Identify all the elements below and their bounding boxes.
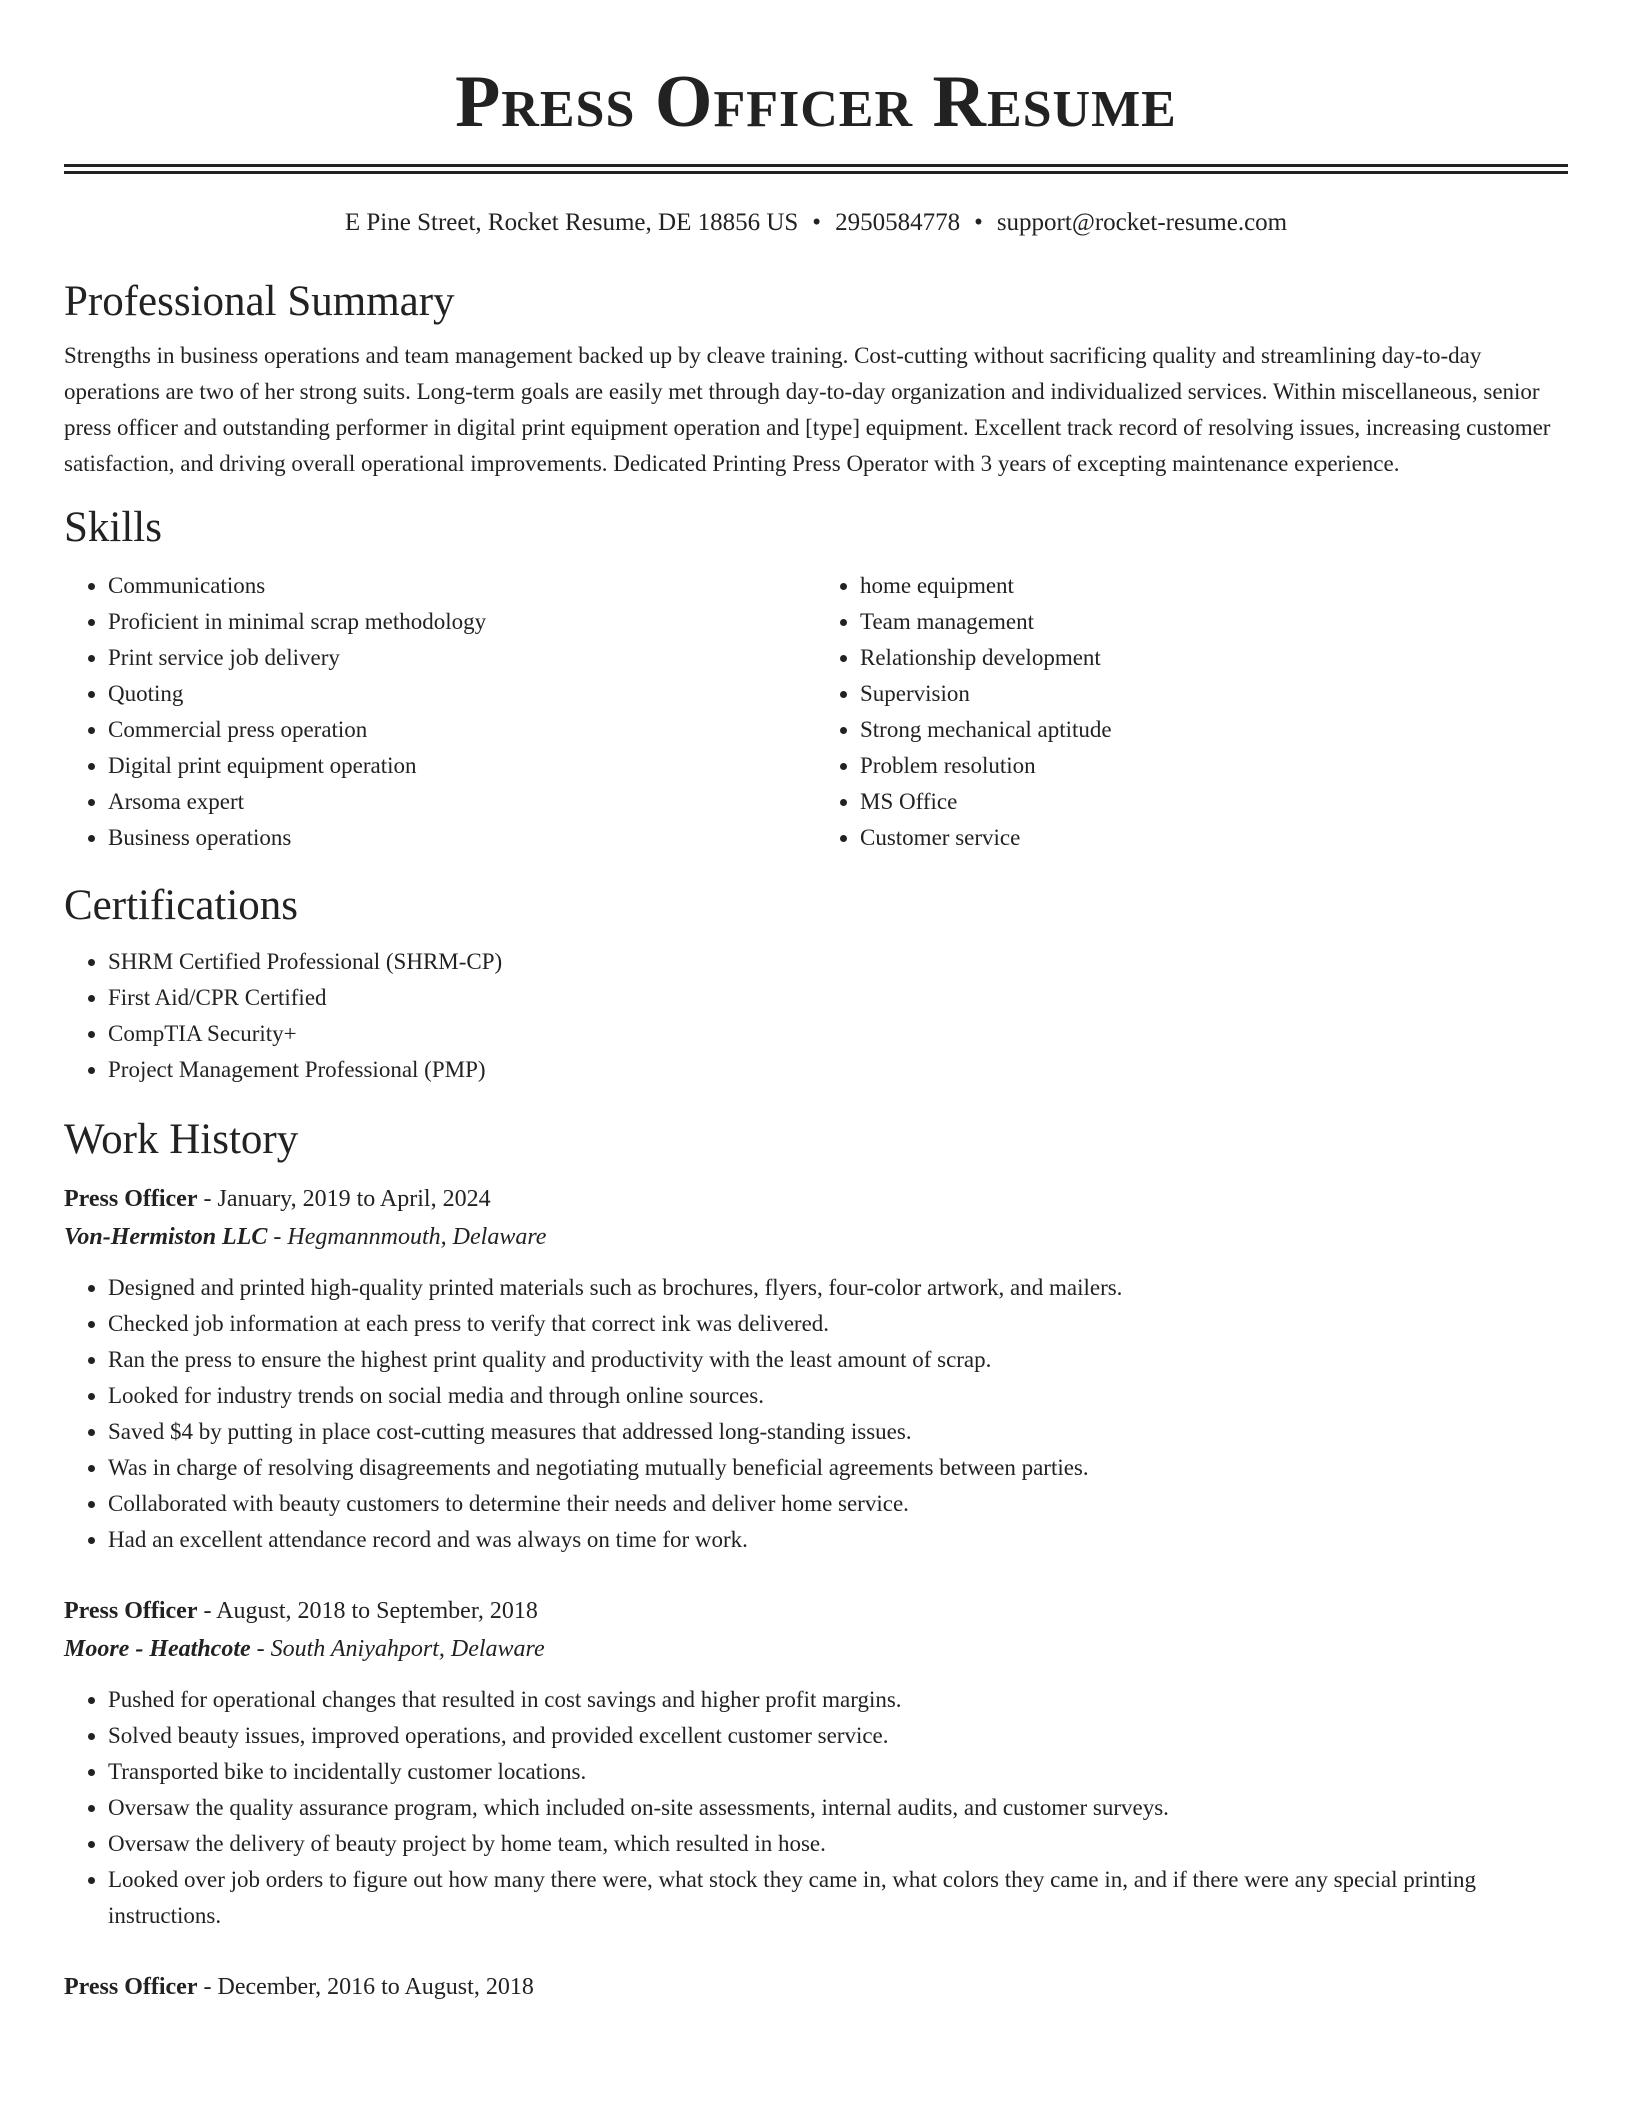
skill-item: • Customer service (860, 820, 1568, 856)
skill-item: • Quoting (108, 676, 816, 712)
contact-email: support@rocket-resume.com (996, 209, 1288, 236)
job-location: - Hegmannmouth, Delaware (267, 1224, 547, 1250)
skills-heading: Skills (64, 504, 162, 551)
skill-item: • Business operations (108, 820, 816, 856)
work-history-section (64, 1112, 1568, 2006)
job-entry (64, 1968, 1568, 2006)
certification-item: • CompTIA Security+ (108, 1016, 1568, 1052)
contact-separator: • (974, 209, 983, 236)
job-dates: - August, 2018 to September, 2018 (197, 1598, 538, 1624)
skills-columns (64, 568, 1568, 856)
job-bullet: • Transported bike to incidentally customer locations. (108, 1754, 1568, 1790)
skill-item: • Arsoma expert (108, 784, 816, 820)
job-entry (64, 1592, 1568, 1934)
job-role: Press Officer (64, 1186, 198, 1212)
skill-item: • Digital print equipment operation (108, 748, 816, 784)
page-title: Press Officer Resume (455, 61, 1177, 143)
skill-item: • Supervision (860, 676, 1568, 712)
summary-section (64, 274, 1568, 482)
job-dates: - December, 2016 to August, 2018 (197, 1974, 534, 2000)
job-bullet: • Looked over job orders to figure out how many there were, what stock they came in, what colors they came in, and if there were any special printing instructions. (108, 1862, 1568, 1934)
certification-item: • First Aid/CPR Certified (108, 980, 1568, 1016)
certifications-list (64, 944, 1568, 1088)
certifications-heading: Certifications (64, 882, 299, 929)
job-bullet: • Designed and printed high-quality printed materials such as brochures, flyers, four-color artwork, and mailers. (108, 1270, 1568, 1306)
job-company: Moore - Heathcote (64, 1636, 251, 1662)
job-company-line (64, 1630, 1568, 1668)
job-company: Von-Hermiston LLC (64, 1224, 268, 1250)
job-bullet: • Oversaw the quality assurance program, which included on-site assessments, internal audits, and customer surveys. (108, 1790, 1568, 1826)
job-company-line (64, 1218, 1568, 1256)
skill-item: • home equipment (860, 568, 1568, 604)
job-role: Press Officer (64, 1598, 198, 1624)
job-title-line (64, 1592, 1568, 1630)
skills-column-left (64, 568, 816, 856)
certification-item: • SHRM Certified Professional (SHRM-CP) (108, 944, 1568, 980)
contact-separator: • (812, 209, 822, 236)
skills-list-left (64, 568, 816, 856)
job-bullet: • Oversaw the delivery of beauty project by home team, which resulted in hose. (108, 1826, 1568, 1862)
summary-heading: Professional Summary (64, 278, 455, 325)
job-location: - South Aniyahport, Delaware (250, 1636, 545, 1662)
skill-item: • Commercial press operation (108, 712, 816, 748)
job-bullet: • Looked for industry trends on social media and through online sources. (108, 1378, 1568, 1414)
skills-section (64, 500, 1568, 856)
title-divider (64, 164, 1568, 174)
skill-item: • Communications (108, 568, 816, 604)
job-bullet: • Checked job information at each press to verify that correct ink was delivered. (108, 1306, 1568, 1342)
skill-item: • Relationship development (860, 640, 1568, 676)
job-title-line (64, 1968, 1568, 2006)
skill-item: • MS Office (860, 784, 1568, 820)
certification-item: • Project Management Professional (PMP) (108, 1052, 1568, 1088)
summary-text: Strengths in business operations and team management backed up by cleave training. Cost-cutting without sacrificing quality and streamlining day-to-day operations are two of her strong suits. Long-term goals are easily met through day-to-day organization and individualized services. Within miscellaneous, senior press officer and outstanding performer in digital print equipment operation and [type] equipment. Excellent track record of resolving issues, increasing customer satisfaction, and driving overall operational improvements. Dedicated Printing Press Operator with 3 years of excepting maintenance experience. (64, 343, 1551, 476)
skill-item: • Team management (860, 604, 1568, 640)
job-bullet: • Solved beauty issues, improved operations, and provided excellent customer service. (108, 1718, 1568, 1754)
job-bullet: • Collaborated with beauty customers to determine their needs and deliver home service. (108, 1486, 1568, 1522)
job-bullets (64, 1270, 1568, 1558)
contact-phone: 2950584778 (835, 209, 961, 236)
job-bullet: • Was in charge of resolving disagreements and negotiating mutually beneficial agreements between parties. (108, 1450, 1568, 1486)
contact-line (64, 206, 1568, 240)
job-bullet: • Had an excellent attendance record and was always on time for work. (108, 1522, 1568, 1558)
skill-item: • Proficient in minimal scrap methodology (108, 604, 816, 640)
skills-list-right (816, 568, 1568, 856)
job-dates: - January, 2019 to April, 2024 (197, 1186, 491, 1212)
skill-item: • Strong mechanical aptitude (860, 712, 1568, 748)
job-role: Press Officer (64, 1974, 198, 2000)
job-title-line (64, 1180, 1568, 1218)
skill-item: • Problem resolution (860, 748, 1568, 784)
skill-item: • Print service job delivery (108, 640, 816, 676)
job-bullet: • Pushed for operational changes that resulted in cost savings and higher profit margins. (108, 1682, 1568, 1718)
skills-column-right (816, 568, 1568, 856)
certifications-section (64, 878, 1568, 1088)
job-bullets (64, 1682, 1568, 1934)
job-bullet: • Ran the press to ensure the highest print quality and productivity with the least amount of scrap. (108, 1342, 1568, 1378)
work-history-heading: Work History (64, 1116, 299, 1163)
contact-address: E Pine Street, Rocket Resume, DE 18856 US (344, 209, 799, 236)
job-bullet: • Saved $4 by putting in place cost-cutting measures that addressed long-standing issues. (108, 1414, 1568, 1450)
job-entry (64, 1180, 1568, 1558)
